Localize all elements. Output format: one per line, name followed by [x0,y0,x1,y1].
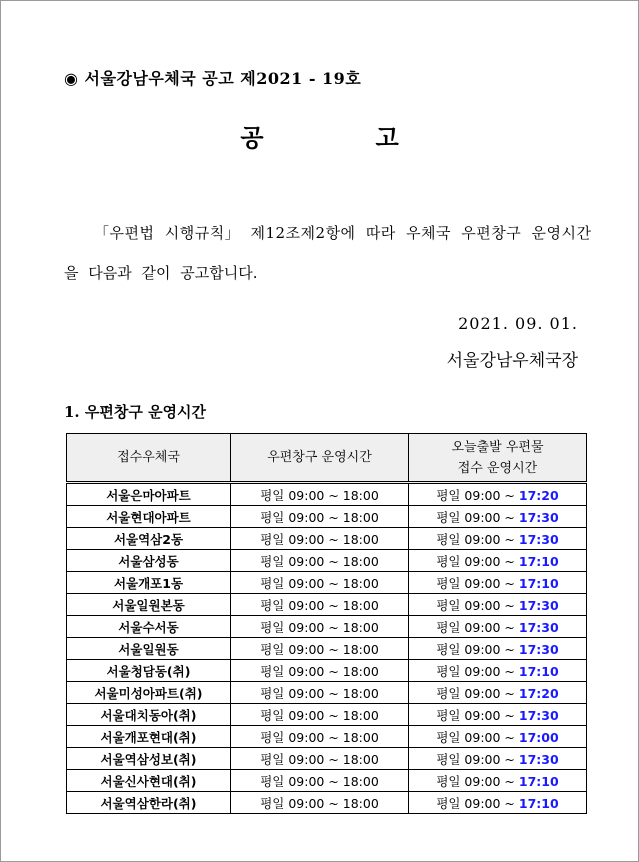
table-row [67,550,587,572]
table-row [67,660,587,682]
title-char: 공 [240,123,264,152]
table-row [67,726,587,748]
window-hours: 평일 09:00 ~ 18:00 [231,726,409,748]
cutoff-time: 17:30 [518,641,559,657]
window-hours: 평일 09:00 ~ 18:00 [231,594,409,616]
header-line: 접수 운영시간 [457,460,538,476]
office-name: 서울개포1동 [67,572,231,594]
same-day-hours [409,682,587,704]
same-day-hours [409,483,587,506]
office-name: 서울은마아파트 [67,483,231,506]
body-text-line: 「우편법 시행규칙」 제12조제2항에 따라 우체국 우편창구 운영시간 [94,224,592,242]
office-name: 서울청담동(취) [67,660,231,682]
hours-prefix: 평일 09:00 ~ [436,707,519,723]
table-row [67,770,587,792]
cutoff-time: 17:30 [518,751,559,767]
window-hours: 평일 09:00 ~ 18:00 [231,572,409,594]
table-row [67,483,587,506]
cutoff-time: 17:10 [518,663,559,679]
office-name: 서울현대아파트 [67,506,231,528]
window-hours: 평일 09:00 ~ 18:00 [231,792,409,814]
hours-prefix: 평일 09:00 ~ [436,597,519,613]
table-row [67,528,587,550]
window-hours: 평일 09:00 ~ 18:00 [231,682,409,704]
window-hours: 평일 09:00 ~ 18:00 [231,660,409,682]
window-hours: 평일 09:00 ~ 18:00 [231,704,409,726]
hours-table [66,433,587,814]
same-day-hours [409,616,587,638]
same-day-hours [409,506,587,528]
hours-prefix: 평일 09:00 ~ [436,553,519,569]
same-day-hours [409,594,587,616]
table-row [67,616,587,638]
notice-date: 2021. 09. 01. [458,314,578,333]
cutoff-time: 17:20 [518,685,559,701]
cutoff-time: 17:10 [518,553,559,569]
table-row [67,682,587,704]
page-title [0,118,639,153]
window-hours: 평일 09:00 ~ 18:00 [231,616,409,638]
cutoff-time: 17:10 [518,773,559,789]
office-name: 서울신사현대(취) [67,770,231,792]
header-same-day-hours [409,434,587,483]
same-day-hours [409,638,587,660]
office-name: 서울역삼한라(취) [67,792,231,814]
hours-prefix: 평일 09:00 ~ [436,575,519,591]
window-hours: 평일 09:00 ~ 18:00 [231,550,409,572]
same-day-hours [409,572,587,594]
title-char: 고 [375,123,399,152]
table-row [67,572,587,594]
office-name: 서울미성아파트(취) [67,682,231,704]
same-day-hours [409,704,587,726]
same-day-hours [409,726,587,748]
cutoff-time: 17:30 [518,509,559,525]
signer: 서울강남우체국장 [446,351,578,371]
table-row [67,704,587,726]
cutoff-time: 17:00 [518,729,559,745]
same-day-hours [409,748,587,770]
cutoff-time: 17:30 [518,597,559,613]
hours-prefix: 평일 09:00 ~ [436,795,519,811]
same-day-hours [409,528,587,550]
cutoff-time: 17:10 [518,575,559,591]
window-hours: 평일 09:00 ~ 18:00 [231,506,409,528]
same-day-hours [409,770,587,792]
hours-prefix: 평일 09:00 ~ [436,641,519,657]
same-day-hours [409,792,587,814]
office-name: 서울역삼성보(취) [67,748,231,770]
office-name: 서울일원동 [67,638,231,660]
notice-number: ◉ 서울강남우체국 공고 제2021 - 19호 [64,69,362,88]
table-row [67,748,587,770]
office-name: 서울개포현대(취) [67,726,231,748]
body-text-line: 을 다음과 같이 공고합니다. [64,264,258,282]
cutoff-time: 17:10 [518,795,559,811]
window-hours: 평일 09:00 ~ 18:00 [231,770,409,792]
same-day-hours [409,550,587,572]
hours-prefix: 평일 09:00 ~ [436,663,519,679]
cutoff-time: 17:30 [518,707,559,723]
office-name: 서울수서동 [67,616,231,638]
hours-prefix: 평일 09:00 ~ [436,751,519,767]
window-hours: 평일 09:00 ~ 18:00 [231,528,409,550]
window-hours: 평일 09:00 ~ 18:00 [231,748,409,770]
table-header-row [67,434,587,483]
office-name: 서울역삼2동 [67,528,231,550]
cutoff-time: 17:30 [518,619,559,635]
office-name: 서울삼성동 [67,550,231,572]
section-title: 1. 우편창구 운영시간 [64,403,207,421]
cutoff-time: 17:20 [518,487,559,503]
table-row [67,638,587,660]
header-window-hours: 우편창구 운영시간 [231,434,409,483]
header-line: 오늘출발 우편물 [451,439,544,455]
header-office: 접수우체국 [67,434,231,483]
window-hours: 평일 09:00 ~ 18:00 [231,638,409,660]
hours-prefix: 평일 09:00 ~ [436,619,519,635]
table-row [67,792,587,814]
hours-prefix: 평일 09:00 ~ [436,773,519,789]
office-name: 서울대치동아(취) [67,704,231,726]
hours-prefix: 평일 09:00 ~ [436,487,519,503]
hours-prefix: 평일 09:00 ~ [436,531,519,547]
same-day-hours [409,660,587,682]
office-name: 서울일원본동 [67,594,231,616]
hours-prefix: 평일 09:00 ~ [436,729,519,745]
table-row [67,506,587,528]
hours-prefix: 평일 09:00 ~ [436,685,519,701]
window-hours: 평일 09:00 ~ 18:00 [231,483,409,506]
table-row [67,594,587,616]
hours-prefix: 평일 09:00 ~ [436,509,519,525]
cutoff-time: 17:30 [518,531,559,547]
